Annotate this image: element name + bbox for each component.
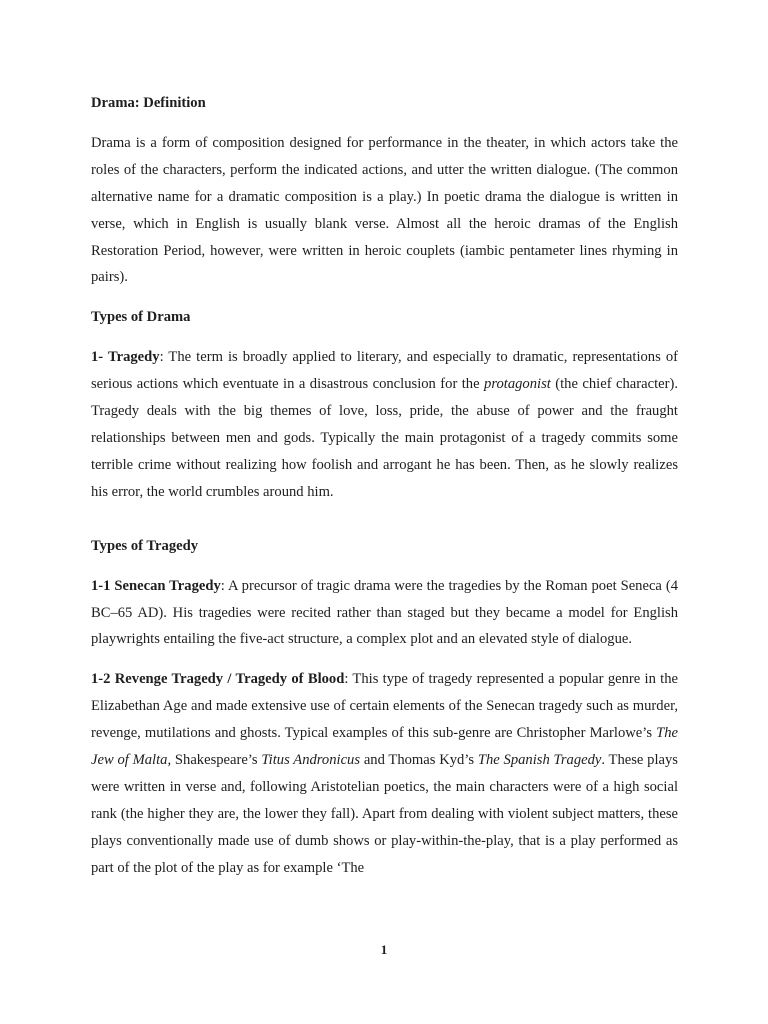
jew-of-malta-title: The Jew of Malta, (91, 725, 678, 769)
section-gap (91, 519, 678, 533)
page-content (91, 90, 678, 895)
page-number: 1 (380, 942, 388, 957)
revenge-text-4: . These plays were written in verse and, following Aristotelian poetics, the main characters were of a high social rank (the higher they are, the lower they fall). Apart from dealing with violent subject matters, these plays conventionally made use of dumb shows or play-within-the-play, that is a play performed as part of the plot of the play as for example ‘The (91, 752, 678, 876)
revenge-text-2: Shakespeare’s (171, 752, 262, 769)
intro-paragraph: Drama is a form of composition designed for performance in the theater, in which actors take the roles of the characters, perform the indicated actions, and utter the written dialogue. (The common alternative name for a dramatic composition is a play.) In poetic drama the dialogue is written in verse, which in English is usually blank verse. Almost all the heroic dramas of the English Restoration Period, however, were written in heroic couplets (iambic pentameter lines rhyming in pairs). (91, 134, 678, 286)
types-of-drama-heading: Types of Drama (91, 309, 191, 326)
tragedy-text-1: : The term is broadly applied to literary, and especially to dramatic, representations of serious actions which eventuate in a disastrous conclusion for the (91, 349, 679, 393)
tragedy-label: 1- Tragedy (91, 349, 160, 366)
spanish-tragedy-title: The Spanish Tragedy (477, 752, 602, 769)
page-title: Drama: Definition (91, 95, 206, 111)
revenge-label: 1-2 Revenge Tragedy / Tragedy of Blood (91, 671, 345, 688)
titus-andronicus-title: Titus Andronicus (261, 752, 361, 769)
tragedy-paragraph (91, 344, 678, 505)
senecan-text: : A precursor of tragic drama were the tragedies by the Roman poet Seneca (4 BC–65 AD). His tragedies were recited rather than staged but they became a model for English playwrights entailing the five-act structure, a complex plot and an elevated style of dialogue. (91, 577, 678, 648)
revenge-text-3: and Thomas Kyd’s (360, 752, 478, 769)
types-of-tragedy-heading: Types of Tragedy (91, 537, 199, 554)
protagonist-term: protagonist (484, 376, 551, 393)
tragedy-text-3: Tragedy deals with the big themes of love, loss, pride, the abuse of power and the fraught relationships between men and gods. Typically the main protagonist of a tragedy commits some terrible crime without realizing how foolish and arrogant he has been. Then, as he slowly realizes his error, the world crumbles around him. (91, 403, 678, 500)
tragedy-text-2: (the chief character). (550, 376, 678, 393)
revenge-text-1: : This type of tragedy represented a popular genre in the Elizabethan Age and made extensive use of certain elements of the Senecan tragedy such as murder, revenge, mutilations and ghosts. Typical examples of this sub-genre are Christopher Marlowe’s (91, 671, 678, 742)
senecan-label: 1-1 Senecan Tragedy (91, 577, 221, 594)
revenge-tragedy-paragraph (91, 666, 678, 881)
senecan-tragedy-paragraph (91, 573, 678, 654)
